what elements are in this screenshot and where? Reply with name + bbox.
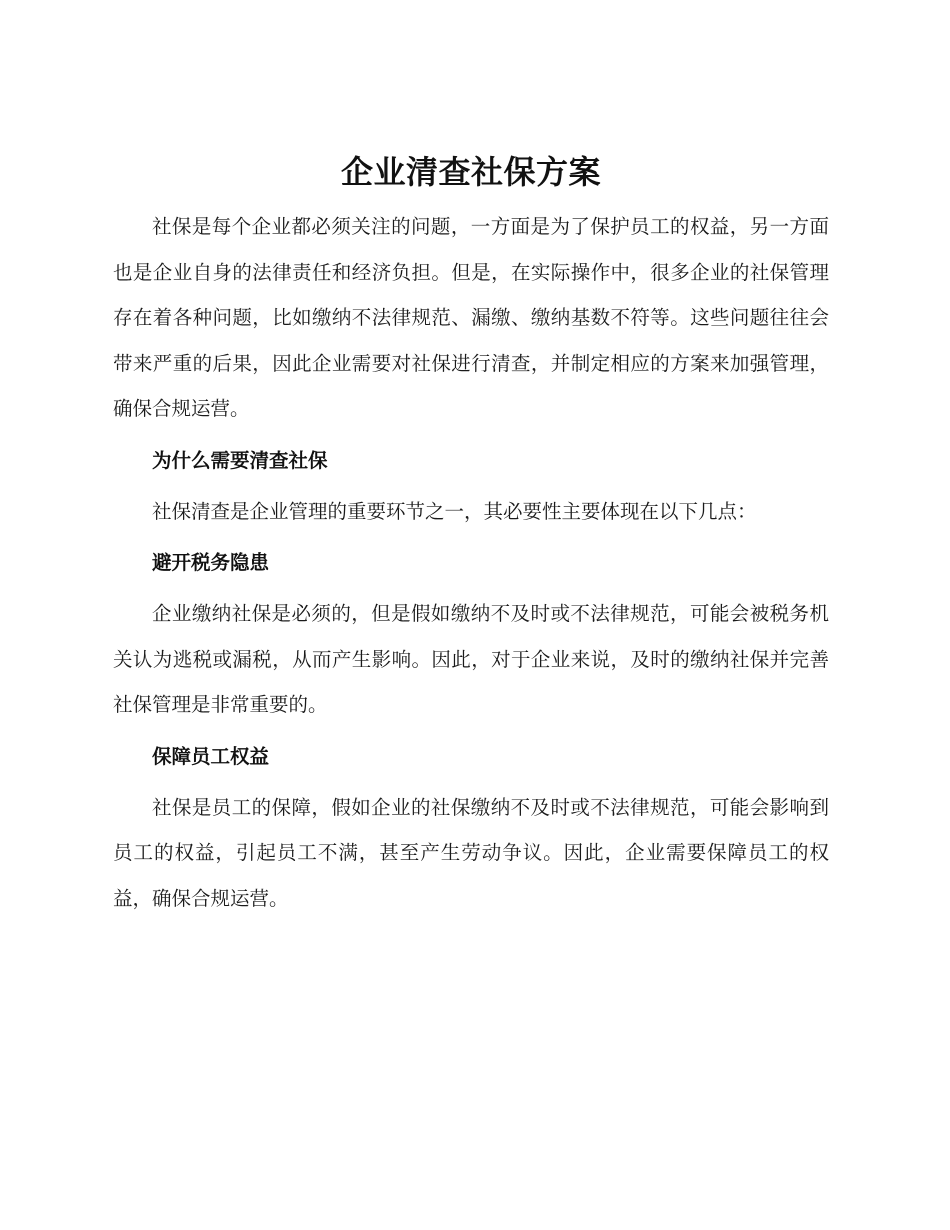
section-body-tax-risk: 企业缴纳社保是必须的，但是假如缴纳不及时或不法律规范，可能会被税务机关认为逃税或漏税，从而产生影响。因此，对于企业来说，及时的缴纳社保并完善社保管理是非常重要的。 bbox=[113, 602, 829, 716]
section-heading-why-audit: 为什么需要清查社保 bbox=[152, 448, 328, 472]
document-content bbox=[113, 148, 829, 921]
intro-paragraph: 社保是每个企业都必须关注的问题，一方面是为了保护员工的权益，另一方面也是企业自身的法律责任和经济负担。但是，在实际操作中，很多企业的社保管理存在着各种问题，比如缴纳不法律规范、漏缴、缴纳基数不符等。这些问题往往会带来严重的后果，因此企业需要对社保进行清查，并制定相应的方案来加强管理，确保合规运营。 bbox=[113, 215, 829, 420]
section-heading-employee-rights: 保障员工权益 bbox=[152, 744, 270, 768]
document-title: 企业清查社保方案 bbox=[340, 153, 601, 191]
section-body-why-audit: 社保清查是企业管理的重要环节之一，其必要性主要体现在以下几点： bbox=[152, 499, 757, 523]
section-body-employee-rights: 社保是员工的保障，假如企业的社保缴纳不及时或不法律规范，可能会影响到员工的权益，引起员工不满，甚至产生劳动争议。因此，企业需要保障员工的权益，确保合规运营。 bbox=[113, 795, 829, 910]
section-heading-tax-risk: 避开税务隐患 bbox=[152, 551, 270, 574]
